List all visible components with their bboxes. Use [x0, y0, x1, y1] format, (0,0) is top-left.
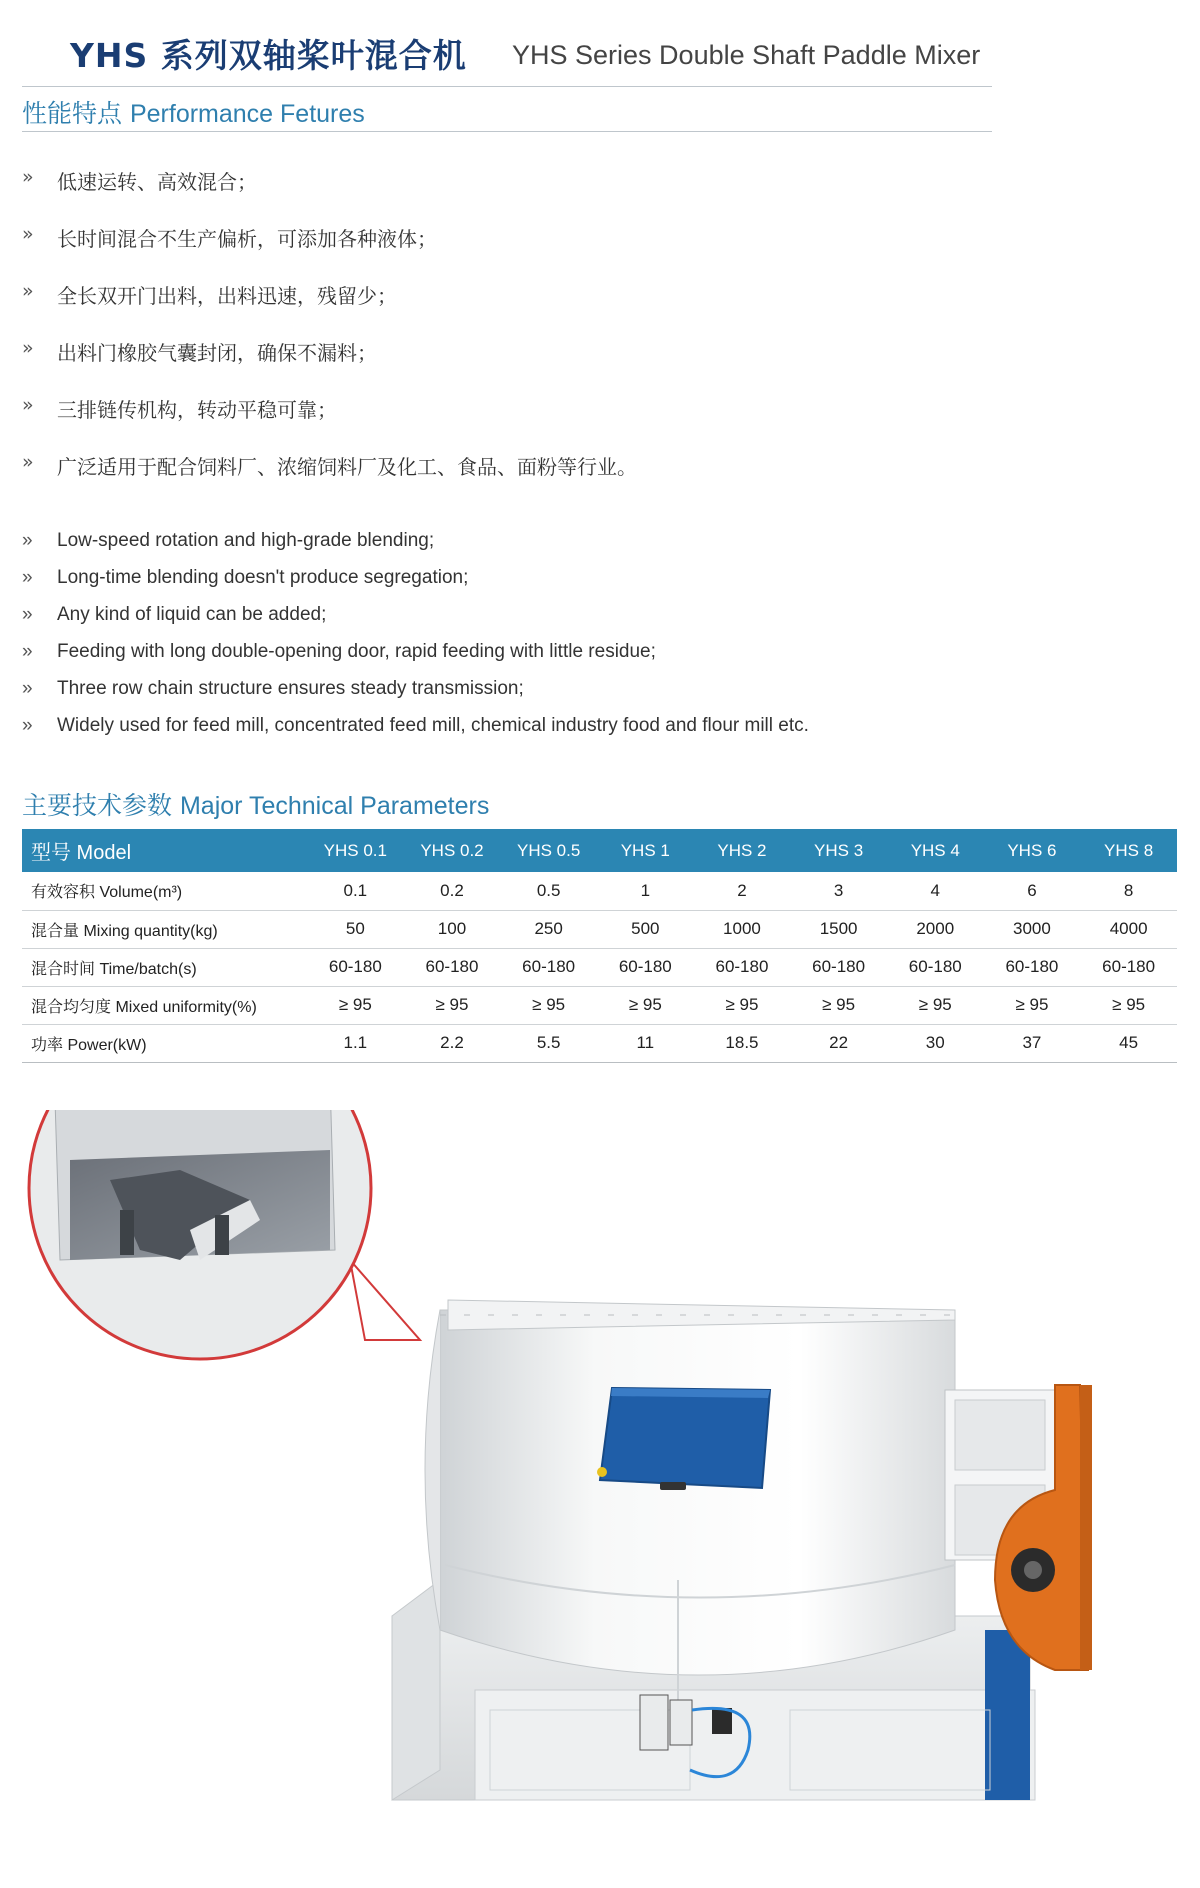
bullet-icon: » [22, 714, 33, 736]
table-cell: 250 [500, 910, 597, 948]
table-row [22, 948, 1177, 986]
bullet-icon: » [22, 223, 34, 245]
column-header: YHS 0.2 [404, 829, 501, 872]
feature-text: 低速运转、高效混合； [57, 170, 257, 194]
bullet-icon: » [22, 566, 33, 588]
table-row [22, 872, 1177, 910]
table-cell: 11 [597, 1024, 694, 1062]
mixer-product-illustration [0, 1110, 1200, 1888]
table-cell: 1.1 [307, 1024, 404, 1062]
table-cell: 45 [1080, 1024, 1177, 1062]
table-cell: ≥ 95 [1080, 986, 1177, 1024]
table-cell: 4000 [1080, 910, 1177, 948]
table-cell: 6 [984, 872, 1081, 910]
feature-text: Three row chain structure ensures steady transmission; [57, 677, 524, 699]
table-cell: 30 [887, 1024, 984, 1062]
table-cell: 60-180 [500, 948, 597, 986]
product-title-en: YHS Series Double Shaft Paddle Mixer [512, 40, 981, 70]
table-cell: 0.1 [307, 872, 404, 910]
params-section-title [22, 786, 489, 822]
table-cell: ≥ 95 [790, 986, 887, 1024]
features-list-cn [22, 166, 982, 508]
table-header-row [22, 829, 1177, 872]
feature-item [22, 633, 982, 670]
feature-item [22, 223, 982, 280]
table-cell: 500 [597, 910, 694, 948]
zoom-detail [20, 1110, 380, 1370]
table-cell: 60-180 [694, 948, 791, 986]
feature-item [22, 522, 982, 559]
features-title-en: Performance Fetures [129, 100, 365, 128]
feature-item [22, 394, 982, 451]
zoom-callout-pointer [350, 1260, 420, 1340]
bullet-icon: » [22, 529, 33, 551]
bullet-icon: » [22, 394, 34, 416]
feature-item [22, 670, 982, 707]
table-cell: 0.2 [404, 872, 501, 910]
feature-text: Long-time blending doesn't produce segregation; [57, 566, 469, 588]
table-cell: 4 [887, 872, 984, 910]
table-cell: ≥ 95 [404, 986, 501, 1024]
feature-item [22, 337, 982, 394]
bullet-icon: » [22, 337, 34, 359]
table-cell: 60-180 [790, 948, 887, 986]
column-header: YHS 6 [984, 829, 1081, 872]
features-title-cn: 性能特点 [22, 99, 123, 128]
table-cell: 2.2 [404, 1024, 501, 1062]
bullet-icon: » [22, 166, 34, 188]
table-cell: 8 [1080, 872, 1177, 910]
column-header: 型号 Model [22, 829, 307, 872]
column-header: YHS 4 [887, 829, 984, 872]
feature-item [22, 166, 982, 223]
feature-text: 长时间混合不生产偏析，可添加各种液体； [57, 227, 437, 251]
row-label: 混合时间 Time/batch(s) [22, 948, 307, 986]
table-cell: 100 [404, 910, 501, 948]
params-title-en: Major Technical Parameters [179, 792, 490, 820]
table-row [22, 986, 1177, 1024]
column-header: YHS 3 [790, 829, 887, 872]
table-cell: 50 [307, 910, 404, 948]
table-cell: 2000 [887, 910, 984, 948]
table-cell: 18.5 [694, 1024, 791, 1062]
table-cell: ≥ 95 [500, 986, 597, 1024]
feature-text: 出料门橡胶气囊封闭，确保不漏料； [57, 341, 377, 365]
row-label: 有效容积 Volume(m³) [22, 872, 307, 910]
bullet-icon: » [22, 603, 33, 625]
table-cell: ≥ 95 [694, 986, 791, 1024]
bullet-icon: » [22, 451, 34, 473]
table-cell: 60-180 [404, 948, 501, 986]
row-label: 混合均匀度 Mixed uniformity(%) [22, 986, 307, 1024]
column-header: YHS 0.1 [307, 829, 404, 872]
feature-text: 三排链传机构，转动平稳可靠； [57, 398, 337, 422]
table-row [22, 1024, 1177, 1062]
features-section-title [22, 94, 365, 130]
feature-item [22, 596, 982, 633]
table-cell: 1500 [790, 910, 887, 948]
features-divider [22, 131, 992, 132]
feature-text: Any kind of liquid can be added; [57, 603, 327, 625]
table-cell: 22 [790, 1024, 887, 1062]
feature-item [22, 451, 982, 508]
table-cell: ≥ 95 [887, 986, 984, 1024]
feature-item [22, 280, 982, 337]
table-cell: 3000 [984, 910, 1081, 948]
feature-item [22, 559, 982, 596]
bullet-icon: » [22, 677, 33, 699]
page-header [0, 0, 1200, 86]
product-title-cn: YHS 系列双轴桨叶混合机 [70, 36, 467, 75]
column-header: YHS 8 [1080, 829, 1177, 872]
table-cell: 60-180 [597, 948, 694, 986]
table-cell: 1000 [694, 910, 791, 948]
table-cell: ≥ 95 [307, 986, 404, 1024]
table-cell: 60-180 [307, 948, 404, 986]
table-cell: ≥ 95 [597, 986, 694, 1024]
table-cell: 60-180 [1080, 948, 1177, 986]
technical-parameters-table [22, 829, 1177, 1063]
row-label: 功率 Power(kW) [22, 1024, 307, 1062]
table-cell: ≥ 95 [984, 986, 1081, 1024]
feature-text: Feeding with long double-opening door, rapid feeding with little residue; [57, 640, 656, 662]
table-cell: 1 [597, 872, 694, 910]
bullet-icon: » [22, 280, 34, 302]
table-cell: 37 [984, 1024, 1081, 1062]
feature-text: Low-speed rotation and high-grade blending; [57, 529, 435, 551]
table-cell: 5.5 [500, 1024, 597, 1062]
table-row [22, 910, 1177, 948]
features-list-en [22, 522, 982, 744]
params-title-cn: 主要技术参数 [22, 791, 173, 820]
header-divider [22, 86, 992, 87]
table-cell: 3 [790, 872, 887, 910]
mixer-body [425, 1300, 955, 1710]
table-cell: 2 [694, 872, 791, 910]
inspection-hatch [597, 1388, 770, 1490]
column-header: YHS 1 [597, 829, 694, 872]
column-header: YHS 0.5 [500, 829, 597, 872]
feature-item [22, 707, 982, 744]
feature-text: Widely used for feed mill, concentrated feed mill, chemical industry food and flour mill etc. [57, 714, 809, 736]
row-label: 混合量 Mixing quantity(kg) [22, 910, 307, 948]
table-cell: 60-180 [887, 948, 984, 986]
table-cell: 0.5 [500, 872, 597, 910]
feature-text: 广泛适用于配合饲料厂、浓缩饲料厂及化工、食品、面粉等行业。 [57, 455, 637, 479]
column-header: YHS 2 [694, 829, 791, 872]
feature-text: 全长双开门出料，出料迅速，残留少； [57, 284, 397, 308]
bullet-icon: » [22, 640, 33, 662]
table-cell: 60-180 [984, 948, 1081, 986]
